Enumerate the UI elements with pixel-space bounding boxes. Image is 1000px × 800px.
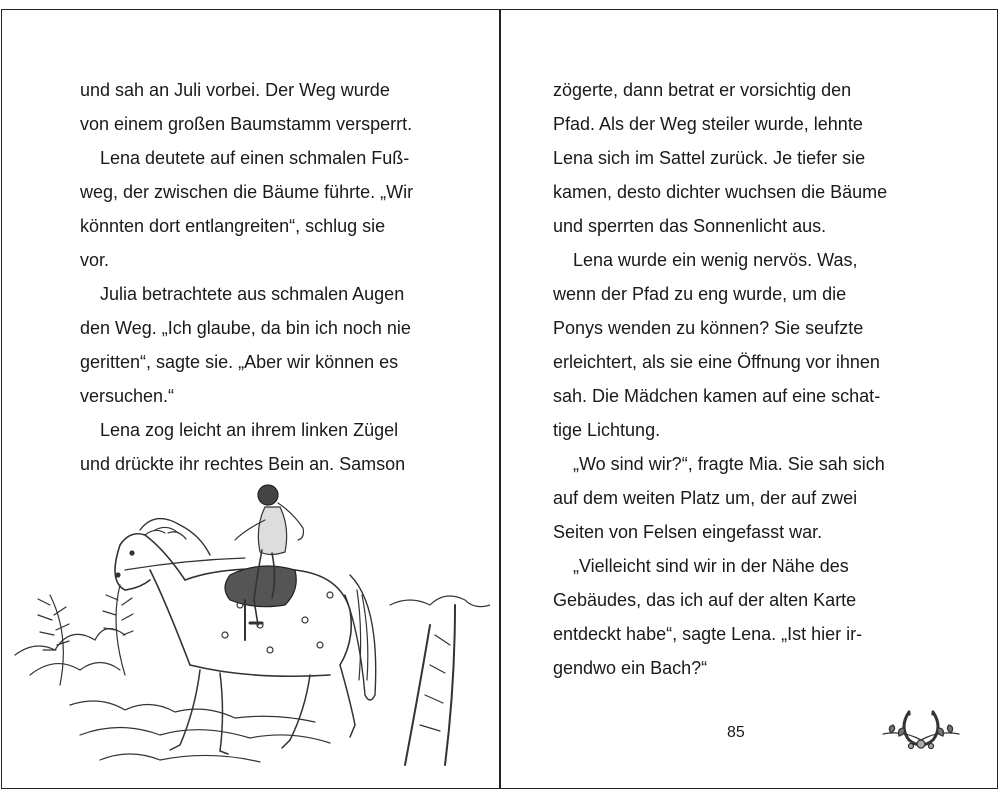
text-line: Gebäudes, das ich auf der alten Karte	[553, 590, 857, 610]
text-line: Lena sich im Sattel zurück. Je tiefer sie	[553, 148, 866, 168]
text-line: Lena zog leicht an ihrem linken Zügel	[100, 420, 399, 440]
rider-on-pony-illustration	[10, 475, 490, 775]
text-line: Lena deutete auf einen schmalen Fuß-	[100, 148, 410, 168]
text-line: auf dem weiten Platz um, der auf zwei	[553, 488, 858, 508]
right-page	[501, 0, 1000, 800]
text-line: Seiten von Felsen eingefasst war.	[553, 522, 823, 542]
text-line: vor.	[80, 250, 110, 270]
text-line: Julia betrachtete aus schmalen Augen	[100, 284, 405, 304]
left-page-text	[80, 73, 460, 481]
text-line: und sah an Juli vorbei. Der Weg wurde	[80, 80, 390, 100]
page-number: 85	[727, 724, 745, 741]
text-line: wenn der Pfad zu eng wurde, um die	[553, 284, 847, 304]
text-line: „Wo sind wir?“, fragte Mia. Sie sah sich	[573, 454, 885, 474]
text-line: versuchen.“	[80, 386, 175, 406]
text-line: Pfad. Als der Weg steiler wurde, lehnte	[553, 114, 863, 134]
text-line: sah. Die Mädchen kamen auf eine schat-	[553, 386, 881, 406]
text-line: könnten dort entlangreiten“, schlug sie	[80, 216, 386, 236]
text-line: weg, der zwischen die Bäume führte. „Wir	[80, 182, 414, 202]
text-line: erleichtert, als sie eine Öffnung vor ihnen	[553, 352, 880, 372]
text-line: und drückte ihr rechtes Bein an. Samson	[80, 454, 406, 474]
left-page	[0, 0, 499, 800]
text-line: „Vielleicht sind wir in der Nähe des	[573, 556, 849, 576]
text-line: den Weg. „Ich glaube, da bin ich noch nie	[80, 318, 411, 338]
text-line: entdeckt habe“, sagte Lena. „Ist hier ir-	[553, 624, 863, 644]
text-line: von einem großen Baumstamm versperrt.	[80, 114, 413, 134]
text-line: und sperrten das Sonnenlicht aus.	[553, 216, 827, 236]
text-line: Lena wurde ein wenig nervös. Was,	[573, 250, 858, 270]
horseshoe-flower-icon	[879, 700, 963, 760]
text-line: Ponys wenden zu können? Sie seufzte	[553, 318, 864, 338]
text-line: kamen, desto dichter wuchsen die Bäume	[553, 182, 888, 202]
text-line: zögerte, dann betrat er vorsichtig den	[553, 80, 852, 100]
text-line: tige Lichtung.	[553, 420, 661, 440]
right-page-text	[553, 73, 923, 685]
text-line: geritten“, sagte sie. „Aber wir können es	[80, 352, 399, 372]
text-line: gendwo ein Bach?“	[553, 658, 708, 678]
